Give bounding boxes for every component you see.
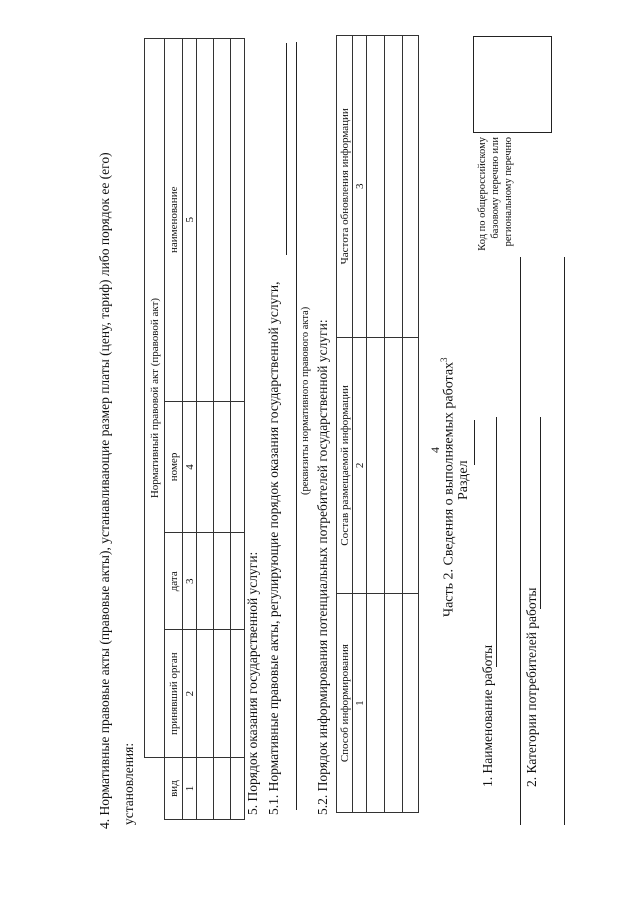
code-label: Код по общероссийскому базовому перечню или региональному перечню (477, 137, 514, 251)
table-row (385, 36, 403, 813)
column-number: 3 (353, 36, 367, 338)
column-number: 2 (353, 337, 367, 594)
section52-text: 5.2. Порядок информирования потенциальных потребителей государственной услуги: (315, 319, 330, 815)
table-row (214, 39, 231, 820)
column-header: Частота обновления информации (337, 36, 353, 338)
section5-title: 5. Порядок оказания государственной услуги: (245, 551, 260, 815)
column-number: 3 (183, 533, 197, 630)
column-number: 4 (183, 401, 197, 533)
fill-line (520, 257, 521, 825)
column-header: дата (165, 533, 183, 630)
column-number: 2 (183, 630, 197, 758)
column-header: Состав размещаемой информации (337, 337, 353, 594)
table-row (367, 36, 385, 813)
consumer-category-label: 2. Категории потребителей работы (524, 587, 539, 787)
page-number: 4 (428, 447, 442, 453)
column-number: 1 (353, 594, 367, 813)
section51-text: 5.1. Нормативные правовые акты, регулирующие порядок оказания государственной услуги, (266, 281, 281, 815)
group-header: Нормативный правовой акт (правовой акт) (145, 39, 165, 758)
column-header: принявший орган (165, 630, 183, 758)
footnote-marker: 3 (439, 357, 449, 362)
fill-line (496, 417, 497, 667)
section-label: Раздел (456, 460, 471, 500)
column-header: вид (165, 758, 183, 820)
table-row (403, 36, 419, 813)
column-header: номер (165, 401, 183, 533)
requisites-caption: (реквизиты нормативного правового акта) (300, 306, 311, 495)
section4-text-cont: установления: (121, 742, 136, 825)
fill-line (540, 417, 541, 609)
fill-line (564, 257, 565, 825)
column-header: Способ информирования (337, 594, 353, 813)
table-row (231, 39, 245, 820)
part2-title: Часть 2. Сведения о выполняемых работах$^3$ (439, 357, 457, 617)
fill-line (286, 43, 287, 255)
work-name-label: 1. Наименование работы (480, 644, 495, 787)
column-number: 1 (183, 758, 197, 820)
section4-text: 4. Нормативные правовые акты (правовые акты), устанавливающие размер платы (цену, тариф) либо порядок ее (его) (97, 152, 112, 829)
code-box (473, 36, 552, 133)
fill-line (296, 42, 297, 810)
column-number: 5 (183, 39, 197, 402)
informing-table (336, 35, 419, 813)
table-row (197, 39, 214, 820)
column-header: наименование (165, 39, 183, 402)
fill-line (474, 420, 475, 465)
normative-acts-table (144, 38, 245, 820)
